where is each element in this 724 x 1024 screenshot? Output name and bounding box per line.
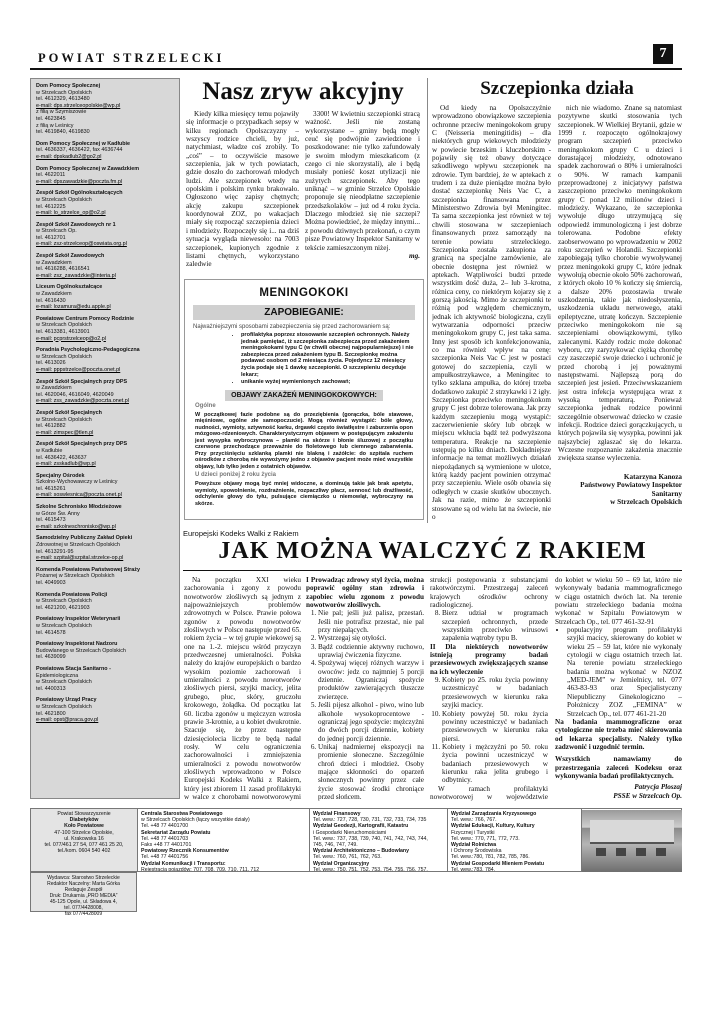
footer-line: Wydział Edukacji, Kultury, Kultury (451, 823, 535, 830)
footer-line: Redaktor Naczelny: Marta Górka (47, 881, 120, 887)
footer-line: Koło Powiatowe (64, 823, 104, 830)
footer-line: Tel. wew.: 737, 738, 739, 740, 741, 742, 743, 744, (313, 835, 428, 842)
institution-email-link[interactable]: e-mail: pcprstrzelceop@o2.pl (36, 335, 106, 342)
institution-detail: tel. 4613291-95 (36, 548, 74, 555)
footer-line: Tel. +48 77 4401756 (141, 854, 189, 861)
institution-email-link[interactable]: e-mail: soswlesnica@poczta.onet.pl (36, 492, 122, 499)
institutions-sidebar (30, 78, 180, 799)
institution-detail: z filią w Leśnicy (36, 122, 74, 129)
footer-line: Powiat Stowarzyszenie (57, 811, 111, 817)
footer-association (31, 809, 138, 871)
institution-entry (36, 592, 174, 612)
footer-contacts (30, 808, 682, 872)
institution-name: Dom Pomocy Społecznej (36, 83, 101, 89)
institution-entry (36, 441, 174, 467)
footer-line: Tel. wew.: 727, 728, 730, 731, 732, 733, 734, 735 (313, 817, 427, 824)
institution-detail: tel. 4612882 (36, 423, 66, 430)
footer-line: Wydział Zarządzania Kryzysowego (451, 811, 537, 817)
institution-email-link[interactable]: e-mail: zsz_zawadzkie@interia.pl (36, 272, 116, 279)
institution-detail: w Zawadzkiem (36, 385, 72, 392)
institution-detail: w Górze Św. Anny (36, 510, 80, 517)
footer-line: Tel. wew.: 750, 751, 752, 753, 754, 755, 756, 757, (313, 866, 428, 871)
program-appeal: Wszystkich namawiamy do przestrzegania zaleceń Kodeksu oraz wykonywania badań profilaktycznych. (555, 755, 682, 780)
masthead-title: POWIAT STRZELECKI (38, 51, 225, 65)
article1-col2-text: 3300! W kwietniu szczepionki stracą ważność. Jeśli nie zostaną wykorzystane – gminy będą mogły ceuć się podwójnie zawiedzione i poszkodowane: nie tylko zafundowały je swoim młodym mieszkańcom (z czego ci nie skorzystali), ale i będą musiały ponieść koszt utylizacji nie zużytych szczepionek. Aby tego uniknąć – w gminie Strzelce Opolskie proponuje się nieodpłatne szczepienie przedszkolaków – już od 4 roku życia. Dlaczego młodzież się nie szczepi? Można powiedzieć, że między innymi... z powodu dziwnych przekonań, o czym pisze Powiatowy Inspektor Sanitarny w tekście zamieszczonym niżej. (305, 110, 420, 252)
building-window (596, 848, 606, 856)
institution-entry (36, 347, 174, 373)
institution-name: Specjalny Ośrodek (36, 472, 85, 479)
institution-email-link[interactable]: e-mail: zsz-strzelceop@oswiata.org.pl (36, 241, 127, 248)
institution-email-link[interactable]: e-mail: pppstrzelce@poczta.onet.pl (36, 366, 121, 373)
institution-name: Szkolne Schronisko Młodzieżowe (36, 504, 122, 511)
program-details: do kobiet w wieku 50 – 69 lat, które nie wykonywały badania mammograficznego w ciągu ostatnich dwóch lat. Na terenie powiatu strzeleckiego badania można wykonać w Szpitalu Powiatowym w Strzelcach Op., tel. 077 461-32-91 (555, 576, 682, 626)
signature-line: Państwowy Powiatowy Inspektor (580, 481, 682, 490)
institution-name: Komenda Powiatowa Policji (36, 591, 108, 598)
institution-detail: w Strzelcach Opolskich (36, 196, 92, 203)
building-window (636, 848, 646, 856)
institution-name: Zespół Szkół Specjalnych przy DPS (36, 378, 128, 385)
institution-detail: Epidemiologiczna (36, 672, 79, 679)
institution-name: Powiatowy Inspektorat Nadzoru (36, 641, 118, 648)
institution-detail: tel. 4621200, 4621903 (36, 604, 90, 611)
article3-column-4 (555, 576, 682, 801)
code-rule: 3. Bądź codziennie aktywny ruchowo, uprawiaj ćwiczenia fizyczne. (318, 643, 424, 660)
article1-title: Nasz zryw akcyjny (202, 78, 404, 105)
footer-line: fax 077/4428009 (64, 911, 103, 917)
footer-line: 45-125 Opole, ul. Składowa 4, (50, 899, 117, 905)
prevention-intro: Najważniejszymi sposobami zabezpieczenia się przed zachorowaniem są: (193, 324, 391, 330)
institution-detail: tel. 4623845 (36, 115, 66, 122)
institution-name: Powiatowe Centrum Pomocy Rodzinie (36, 315, 134, 322)
institution-detail: w Strzelcach Opolskich (36, 416, 92, 423)
signature-line: Katarzyna Kanoza (623, 473, 682, 481)
footer-line: 47-100 Strzelce Opolskie, (54, 829, 114, 836)
article2-signature (558, 473, 682, 506)
footer-line: w Strzelcach Opolskich (łączy wszystkie działy) (141, 817, 250, 824)
footer-departments-1 (310, 809, 448, 871)
footer-line: i Gospodarki Nieruchomościami (313, 829, 387, 836)
institution-detail: tel. 4616430 (36, 297, 66, 304)
footer-line: Wydział Finansowy (313, 811, 361, 817)
footer-line: Wydział Gospodarki Mieniem Powiatu (451, 860, 545, 867)
institution-detail: w Strzelcach Opolskich (36, 679, 92, 686)
institution-detail: tel. 4639099 (36, 654, 66, 661)
prevention-list (201, 332, 415, 386)
code-rules-list (306, 609, 424, 801)
institution-detail: w Strzelcach Opolskich (36, 89, 92, 96)
building-window (616, 848, 626, 856)
code-section-1-heading: I Prowadząc zdrowy styl życia, można poprawić ogólny stan zdrowia i zapobiec wielu zgonom z powodu nowotworów złośliwych. (306, 576, 424, 610)
footer-line: tel./kom. 0604 540 402 (57, 848, 111, 855)
article3-column-1 (184, 576, 301, 801)
institution-detail: z filią w Szymiszowie (36, 109, 87, 116)
institution-name: Dom Pomocy Społecznej w Kadłubie (36, 140, 131, 147)
footer-line: Tel. wew.: 770, 771, 772, 773. (451, 835, 520, 842)
signature-line: w Strzelcach Opolskich (610, 498, 682, 507)
institution-email-link[interactable]: e-mail: dpszawadzkie@poczta.fm.pl (36, 178, 123, 185)
code-rule: 2. Wystrzegaj się otyłości. (318, 634, 424, 642)
institution-name: Liceum Ogólnokształcące (36, 284, 103, 291)
article3-rule (183, 570, 682, 571)
footer-line: ul. Krakowska 16 (64, 835, 104, 842)
prevention-band: ZAPOBIEGANIE: (193, 305, 415, 320)
institution-detail: w Strzelcach Op. (36, 228, 77, 235)
article3-signature (555, 783, 682, 800)
institution-entry (36, 83, 174, 136)
institution-name: Dom Pomocy Społecznej w Zawadzkiem (36, 165, 140, 172)
institution-detail: w Strzelcach Opolskich (36, 703, 92, 710)
footer-line: Wydział Architektoniczno – Budowlany (313, 848, 409, 855)
footer-line: Tel. wew.: 766, 767. (451, 817, 497, 824)
footer-line: Wydział Rolnictwa (451, 842, 497, 849)
institution-email-link[interactable]: e-mail: dpskadlub2@go2.pl (36, 153, 102, 160)
institution-detail: tel. 4613381, 4613901 (36, 329, 90, 335)
screening-rule: 11. Kobiety i mężczyźni po 50. roku życia powinni uczestniczyć w badaniach przesiewowych w kierunku raka jelita grubego i odbytnicy. (442, 743, 548, 785)
institution-email-link[interactable]: e-mail: lo_strzelce_op@o2.pl (36, 210, 106, 217)
institution-detail: Pożarnej w Strzelcach Opolskich (36, 573, 115, 580)
institution-entry (36, 190, 174, 216)
institution-entry (36, 504, 174, 530)
footer-line: Druk: Drukarnia „PRO MEDIA” (49, 893, 118, 899)
symptoms-general-text: W początkowej fazie podobne są do przeziębienia (gorączka, bóle stawowe, mięśniowe, ogólne złe samopoczucie). Mogą również wystąpić: bóle głowy, nudności, wymioty, sztywność karku, drgawki często światłęstre i zaburzenia opon mózgowo-rdzeniowych. Charakterystycznym objawem w postępującym zakażeniu jest wysypka wybroczynowa – plamki na skórze i błonie śluzowej z początku czerwone przechodzące przeważnie do fioletowego lub ciemnego zabarwienia. Przy przyciśnięciu szklanką plamki nie blakną i zażółcie: do szpitala ruchem ośrodków z chorobą nie wywożymy jedno z objawów pacjent może mieć wszystkie objawy, lub tylko jeden z ostatnich objawów. (195, 411, 413, 470)
institution-detail: w Zawadzkiem (36, 259, 72, 266)
article2-col1-text: Od kiedy na Opolszczyźnie wprowadzono obowiązkowe szczepienia ochronne przeciw meningokokom grupy C (Neisseria meningitidis) – dla niektórych grup wiekowych młodzieży w powiecie brzeskim i kluczborskim - pojawiły się też obawy dotyczące szkodliwego wpływu szczepionek na zdrowie. Tym bardziej, że w aptekach z trudem i za duże pieniądze można było dostać szczepionkę Neis Vac C, a szczepionka finansowana przez Ministerstwo Zdrowia był Meningitec. Ta sama szczepionka jest również w tej chwili stosowana w szczepieniach finansowanych przez samorządy na terenie powiatu strzeleckiego. Szczepionka została zakupiona za granicą na specjalne zamówienie, ale obecnie dostępna jest również w aptekach. Wątpliwości budzi przede wszystkim dość duża, 2– lub 3–krotna, różnica ceny, co niektórym kojarzy się z gorszą jakością. Mimo że szczepionki te różnią pod względem chemicznym, jednak ich aktywność biologiczna, czyli wytwarzania odporności przeciw meningokokom grupy C, jest taka sama. Inny jest sposób ich konfekcjonowania, co ma również wpływ na cenę: szczepionka Neis Vac C jest w postaci gotowej do szczepienia, czyli w ampułkostrzykawce, a Meningitec to tylko szklana ampułka, do której trzeba dodatkowo zakupić 2 strzykawki i 2 igły. Szczepionka przeciwko meningokokom grupy C jest dobrze tolerowana. Jak przy każdym szczepieniu mogą wystąpić: zaczerwienienie skóry lub obrzęk w miejscu wkłucia bądź też podwyższona temperatura. Reakcje na szczepienie ustępują po kilku dniach. Dokładniejsze informacje na temat możliwych działań niepożądanych są wymienione w ulotce, którą każdy pacjent powinien otrzymać przy szczepieniu. Wiele osób obawia się odległych w czasie skutków ubocznych. Jak na razie, mimo że szczepionki stosowane są od wielu lat na świecie, nie o (432, 104, 551, 521)
institution-entry (36, 535, 174, 561)
meningokoki-box (184, 279, 424, 520)
article3-column-2 (306, 576, 424, 801)
footer-line: Centrala Starostwa Powiatowego (141, 811, 223, 817)
institution-entry (36, 641, 174, 661)
building-roof (590, 820, 674, 844)
institution-name: Zespół Szkół Zawodowych nr 1 (36, 221, 116, 228)
institution-email-link[interactable]: e-mail: szpital@szpital.strzelce-op.pl (36, 555, 124, 562)
institution-name: Powiatowa Stacja Sanitarno - (36, 665, 111, 672)
institution-detail: tel. 4619840, 4619830 (36, 129, 90, 136)
institution-detail: w Kadłubie (36, 447, 63, 454)
institution-detail: tel. 4616288, 4616541 (36, 266, 90, 273)
article3-source: Europejski Kodeks Walki z Rakiem (183, 529, 299, 538)
institution-detail: w Strzelcach Opolskich (36, 622, 92, 629)
institution-entry (36, 379, 174, 405)
screening-list (430, 676, 548, 784)
article1-col1-text: Kiedy kilka miesięcy temu pojawiły się informacje o przypadkach sepsy w kilku regionach Opolszczyzny – wszyscy rodzice chcieli, by już, natychmiast, władze coś zrobiły. To „coś” – to oczywiście masowe szczepienia, jak w tych powiatach, gdzie doszło do zachorowań młodych ludzi. Ale szczepionek wtedy na opolskim i polskim rynku brakowało. Ogłoszono więc zapisy chętnych; akcję zakupu szczepionek koordynował ZOZ, po wakacjach miały się rozpocząć szczepienia dzieci i młodzieży. Rozpoczęły się i... na dziś sytuacja wygląda niewesoło: na 7003 szczepionek, kupionych zgodnie z listami chętnych, wykorzystano zaledwie (186, 110, 299, 269)
institution-name: Zespół Szkół Ogólnokształcących (36, 190, 123, 197)
institution-detail: tel. 4621800 (36, 710, 66, 717)
institution-detail: w Strzelcach Opolskich (36, 598, 92, 605)
symptoms-band: OBJAWY ZAKAŻEŃ MENINGOKOKOWYCH: (225, 390, 383, 401)
institution-entry (36, 666, 174, 692)
institution-name: Komenda Powiatowa Państwowej Straży (36, 566, 140, 573)
prevention-item: • unikanie wyżej wymienionych zachowań; (241, 379, 415, 386)
program-note: Na badania mammograficzne oraz cytologiczne nie trzeba mieć skierowania od lekarza specjalisty. Należy tylko zadzwonić i uzgodnić termin. (555, 717, 682, 751)
footer-line: 745, 746, 747, 749. (313, 842, 358, 849)
institution-email-link[interactable]: e-mail: zsskadlub@wp.pl (36, 461, 96, 468)
institution-entry (36, 141, 174, 161)
article2-column-2 (558, 104, 682, 522)
institution-detail: tel. 4620046, 4616049, 4620049 (36, 391, 114, 398)
institution-detail: tel. 4622011 (36, 172, 66, 179)
institution-detail: tel. 4615473 (36, 517, 66, 524)
institution-detail: Szkolno-Wychowawczy w Leśnicy (36, 479, 118, 486)
institution-entry (36, 616, 174, 636)
institution-entry (36, 697, 174, 723)
footer-line: Redaguje Zespół (64, 887, 103, 893)
footer-line: i Ochrony Środowiska (451, 848, 502, 855)
code-section-2-heading: II Dla niektórych nowotworów istnieją programy badań przesiewowych zwiększających szanse na ich wyleczenie (430, 642, 548, 676)
institution-entry (36, 410, 174, 436)
code-rule: 5. Jeśli pijesz alkohol - piwo, wino lub alkohole wysokoprocentowe - ograniczaj jego spożycie: mężczyźni do dwóch porcji dziennie, kobiety do jednej porcji dziennie. (318, 701, 424, 743)
footer-line: Diabetyków (69, 817, 99, 824)
signature-line: Sanitarny (651, 489, 682, 498)
article1-signature: mg. (409, 251, 420, 260)
building-photo (582, 810, 682, 872)
institution-entry (36, 166, 174, 186)
institution-entry (36, 253, 174, 279)
article2-title: Szczepionka działa (480, 78, 634, 99)
institution-name: Powiatowy Urząd Pracy (36, 697, 97, 704)
article3-column-3 (430, 576, 548, 801)
code-rule: 8. Bierz udział w programach szczepień ochronnych, przede wszystkim przeciwko wirusowi zapalenia wątroby typu B. (442, 609, 548, 642)
article1-column-1 (186, 110, 299, 275)
institution-detail: tel. 4614578 (36, 629, 66, 636)
institution-entry (36, 473, 174, 499)
institution-name: Powiatowy Inspektor Weterynarii (36, 616, 121, 623)
article1-column-2 (305, 110, 420, 275)
program-intro: W ramach profilaktyki nowotworowej w województwie (430, 784, 548, 801)
article2-column-1 (432, 104, 551, 522)
program-list-2 (555, 626, 682, 718)
institution-name: Poradnia Psychologiczno-Pedagogiczna (36, 347, 140, 354)
institution-email-link[interactable]: e-mail: opst@praca.gov.pl (36, 717, 99, 724)
code-rules-list-cont (430, 609, 548, 642)
institution-name: Samodzielny Publiczny Zakład Opieki (36, 535, 133, 542)
institution-detail: tel. 4636337, 4636422, fax 4636744 (36, 147, 123, 154)
code-rule-continued: strukcji postępowania z substancjami rakotwórczymi. Przestrzegaj zaleceń krajowych ośrodków ochrony radiologicznej. (430, 576, 548, 610)
footer-line: Wydział Organizacyjny (313, 860, 370, 867)
prevention-item: • profilaktyka poprzez stosowanie szczepień ochronnych. Należy jednak pamiętać, iż szczepionka zabezpiecza przed zakażeniem meningokokami typu C (w chwili obecnej najpopularniejsze) i nie zabezpiecza przed zakażeniem typu B. Szczepionkę można podawać osobom od 2 miesiąca życia. Pojedyncz 12 miesięcy życia podaje się 1 dawkę szczepionki. O szczepieniu decyduje lekarz; (241, 332, 415, 378)
article3-col1-text: Na początku XXI wieku zachorowania i zgony z powodu nowotworów złośliwych są jednym z najpoważniejszych problemów zdrowotnych w Polsce. Prawie połowa zgonów z powodu nowotworów złośliwych w Polsce następuje przed 65. rokiem życia – w tej grupie wiekowej są one na 1.-2. miejscu wśród przyczyn przedwczesnej umieralności. Polska należy do krajów europejskich o bardzo wysokim poziomie zachorowań i umieralności z powodu nowotworów złośliwych piersi, szyjki macicy, jelita grubego, płuc, skóry, gruczołu krokowego, żołądka. Od początku lat 60. liczba zgonów u mężczyzn wzrosła prawie 3-krotnie, a u kobiet dwukrotnie. Szacuje się, że przez następne dziesięciolecia liczby te będą nadal rosły. W celu ograniczenia zachorowalności i zmniejszenia umieralności z powodu nowotworów złośliwych wprowadzono w Polsce Europejski Kodeks Walki z Rakiem, który jest zbiorem 11 zasad profilaktyki w walce z chorobami nowotworowymi (184, 576, 301, 801)
institution-detail: tel. 4049903 (36, 580, 66, 586)
institution-email-link[interactable]: e-mail: szkolneschronisko@wp.pl (36, 523, 116, 530)
institution-detail: w Strzelcach Opolskich (36, 322, 92, 329)
footer-line: Faks +48 77 4401701 (141, 842, 192, 849)
header-rule (30, 68, 682, 70)
institution-detail: Zdrowotnej w Strzelcach Opolskich (36, 542, 120, 549)
symptoms-general-heading: Ogólne (195, 402, 216, 409)
screening-rule: 10. Kobiety powyżej 50. roku życia powinny uczestniczyć w badaniach przesiewowych w kierunku raka piersi. (442, 710, 548, 743)
article3-title: JAK MOŻNA WALCZYĆ Z RAKIEM (218, 538, 647, 564)
footer-line: Tel. +48 77 4401703 (141, 835, 189, 842)
institution-detail: tel. 4612329, 4613480 (36, 96, 90, 103)
signature-line: PSSE w Strzelcach Op. (613, 791, 682, 800)
institution-entry (36, 222, 174, 248)
institution-detail: w Zawadzkiem (36, 291, 72, 298)
footer-line: Tel. wew.:780, 781, 782, 785, 786. (451, 854, 530, 861)
institution-detail: Budowlanego w Strzelcach Opolskich (36, 647, 126, 654)
institution-detail: tel. 4636422, 463637 (36, 454, 87, 461)
institution-entry (36, 567, 174, 587)
screening-rule: 9. Kobiety po 25. roku życia powinny uczestniczyć w badaniach przesiewowych w kierunku raka szyjki macicy. (442, 676, 548, 709)
institution-entry (36, 316, 174, 342)
institution-detail: tel. 4615261 (36, 485, 66, 492)
footer-departments-2 (448, 809, 582, 871)
institution-detail: tel. 4400313 (36, 685, 66, 692)
footer-line: tel. 077/461 27 54, 077 461 25 20, (44, 842, 124, 849)
institution-email-link[interactable]: e-mail: zimspec@tlen.pl (36, 429, 94, 436)
footer-line: Fizycznej i Turystki (451, 829, 495, 836)
code-rule: 4. Spożywaj więcej różnych warzyw i owoców: jedz co najmniej 5 porcji dziennie. Ograniczaj spożycie produktów zawierających tłuszcze zwierzęce. (318, 659, 424, 701)
institution-detail: tel. 4612225 (36, 203, 66, 210)
institution-email-link[interactable]: e-mail: lozamura@edu.apple.pl (36, 304, 111, 311)
footer-line: Wydział Komunikacji i Transportu: (141, 860, 226, 867)
footer-line: tel. 077/4428008, (64, 905, 103, 911)
institution-detail: tel. 4612701 (36, 234, 66, 241)
institution-name: Zespół Szkół Specjalnych (36, 409, 102, 416)
symptoms-infants-text: Powyższe objawy mogą być mniej widoczne, a dominują takie jak brak apetytu, wymioty, spowolnienie, rozdrażnienie, rozpaczliwy płacz, sennosć lub drażliwość, odchylenie głowy do tyłu, pulsujące ciemiączko u niemowląt, wybroczyny na skórze. (195, 481, 413, 507)
institution-detail: w Strzelcach Opolskich (36, 353, 92, 360)
article2-col2-text: nich nie wiadomo. Znane są natomiast pozytywne skutki stosowania tych szczepionek. W Wielkiej Brytanii, gdzie w 1999 r. rozpoczęto ogólnokrajowy program szczepień przeciwko meningokokom grupy C u dzieci i dorastającej młodzieży, odnotowano spadek zachorowań o 80% i umieralności o 90%. W ramach kampanii przeprowadzonej z inicjatywy państwa zaszczepiono przeciwko meningokokom grupy C ponad 12 milionów dzieci i młodzieży. Wykazano, że szczepionka wywołuje długo utrzymującą się odpowiedź immunologiczną i jest dobrze tolerowana. Podobne efekty zaobserwowano po wprowadzeniu w 2002 roku szczepień w Holandii. Szczepionki zapobiegają tylko chorobie wywoływanej przez meningokoki grupy C, które jednak wywołują obecnie około 50% zachorowań, z których około 10 % kończy się śmiercią, a dalsze 20% pozostawia trwałe uszkodzenia, takie jak niedosłyszenia, uszkodzenia układu nerwowego, ataki epileptyczne, utratę kończyn. Szczepienie przeciwko meningokokom nie są szczepieniami obowiązkowymi, tylko zalecanymi. Każdy rodzic może dokonać wyboru, czy zaryzykować ciężką chorobę czy zaszczepić swoje dziecko i uchronić je przed chorobą i jej poważnymi następstwami. Najlepszą porą do szczepień jest jesień. Przeciwwskazaniem jest ostra infekcja występująca wraz z wysoką temperaturą. Ponieważ szczepionka jednak rodzice powinni szczególnie obserwować dziecko w czasie infekcji. Rodzice dzieci gorączkujących, u których pojawiła się wysypka, powinni jak najszybciej zgłaszać się do lekarza. Wczesne rozpoznanie zakażenia znacznie zwiększa szanse wyleczenia. (558, 104, 682, 463)
column-divider (427, 78, 428, 523)
institution-name: Zespół Szkół Specjalnych przy DPS (36, 441, 128, 448)
page-number: 7 (653, 44, 673, 64)
code-rule: 6. Unikaj nadmiernej ekspozycji na promienie słoneczne. Szczególnie chroń dzieci i młodzież. Osoby mające skłonności do oparzeń słonecznych powinny przez całe życie stosować środki chroniące przed słońcem. (318, 743, 424, 801)
institution-detail: tel. 4613026 (36, 360, 66, 367)
program-item: • populacyjny program profilaktyki szyjki macicy, skierowany do kobiet w wieku 25 – 59 lat, które nie wykonały cytologii w ciągu ostatnich trzech lat. Na terenie powiatu strzeleckiego badania można wykonać w NZOZ „MED-JEM” w Jemielnicy, tel. 077 463-83-93 oraz Specjalistyczny Niepubliczny Ginekologiczno – Położniczy ZOZ „FEMINA” w Strzelcach Op., tel. 077 461-21-20 (567, 626, 682, 718)
institution-email-link[interactable]: e-mail: zss_zawadzkie@poczta.onet.pl (36, 398, 129, 405)
footer-line: Tel. wew.: 760, 761, 762, 763. (313, 854, 382, 861)
meningokoki-title: MENINGOKOKI (259, 287, 349, 299)
institution-name: Zespół Szkół Zawodowych (36, 253, 105, 260)
footer-line: Powiatowy Rzecznik Konsumentów (141, 848, 229, 855)
publisher-info (30, 872, 137, 917)
footer-line: Sekretariat Zarządu Powiatu (141, 829, 211, 836)
footer-starostwo (138, 809, 310, 871)
footer-line: Wydawca: Starostwo Strzeleckie (47, 875, 120, 881)
signature-line: Patrycja Ploszaj (634, 783, 682, 792)
footer-line: Wydział Geodezji, Kartografii, Katastru (313, 823, 409, 830)
code-rule: 1. Nie pal; jeśli już palisz, przestań. Jeśli nie potrafisz przestać, nie pal przy niepalących. (318, 609, 424, 634)
footer-line: Tel. +48 77 4401700 (141, 823, 189, 830)
footer-line: Tel. wew.:783, 784. (451, 866, 496, 871)
institution-entry (36, 284, 174, 310)
symptoms-infants-heading: U dzieci poniżej 2 roku życia (195, 472, 277, 479)
institution-email-link[interactable]: e-mail: dps.strzelceopolskie@wp.pl (36, 102, 121, 109)
building-window (656, 848, 666, 856)
footer-line: Rejestracja pojazdów: 707, 708, 709, 710, 711, 712 (141, 866, 260, 871)
